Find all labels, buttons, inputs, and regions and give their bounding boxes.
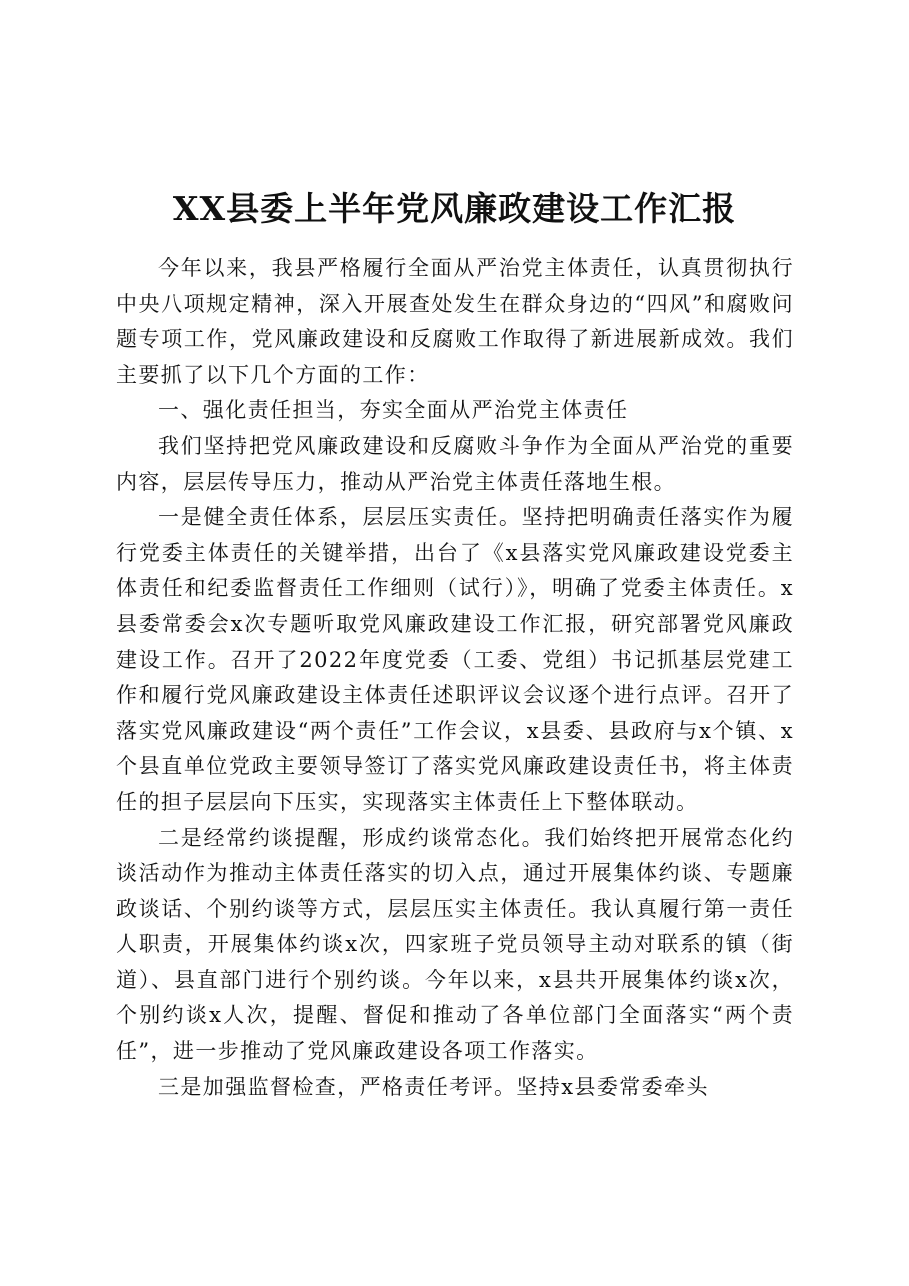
point-one-paragraph: 一是健全责任体系，层层压实责任。坚持把明确责任落实作为履行党委主体责任的关键举措，出台了《x县落实党风廉政建设党委主体责任和纪委监督责任工作细则（试行）》，明确了党委主体责任。x县委常委会x次专题听取党风廉政建设工作汇报，研究部署党风廉政建设工作。召开了2022年度党委（工委、党组）书记抓基层党建工作和履行党风廉政建设主体责任述职评议会议逐个进行点评。召开了落实党风廉政建设“两个责任”工作会议，x县委、县政府与x个镇、x个县直单位党政主要领导签订了落实党风廉政建设责任书，将主体责任的担子层层向下压实，实现落实主体责任上下整体联动。 xyxy=(116,505,794,814)
document-title: XX县委上半年党风廉政建设工作汇报 xyxy=(172,189,737,228)
document-body xyxy=(116,251,794,1105)
point-three-paragraph: 三是加强监督检查，严格责任考评。坚持x县委常委牵头 xyxy=(158,1074,709,1099)
section-intro-paragraph: 我们坚持把党风廉政建设和反腐败斗争作为全面从严治党的重要内容，层层传导压力，推动从严治党主体责任落地生根。 xyxy=(116,433,794,494)
section-heading-1: 一、强化责任担当，夯实全面从严治党主体责任 xyxy=(158,398,629,423)
intro-paragraph: 今年以来，我县严格履行全面从严治党主体责任，认真贯彻执行中央八项规定精神，深入开展查处发生在群众身边的“四风”和腐败问题专项工作，党风廉政建设和反腐败工作取得了新进展新成效。我们主要抓了以下几个方面的工作： xyxy=(116,256,794,387)
point-two-paragraph: 二是经常约谈提醒，形成约谈常态化。我们始终把开展常态化约谈活动作为推动主体责任落实的切入点，通过开展集体约谈、专题廉政谈话、个别约谈等方式，层层压实主体责任。我认真履行第一责任人职责，开展集体约谈x次，四家班子党员领导主动对联系的镇（街道）、县直部门进行个别约谈。今年以来，x县共开展集体约谈x次，个别约谈x人次，提醒、督促和推动了各单位部门全面落实“两个责任”，进一步推动了党风廉政建设各项工作落实。 xyxy=(116,825,794,1064)
